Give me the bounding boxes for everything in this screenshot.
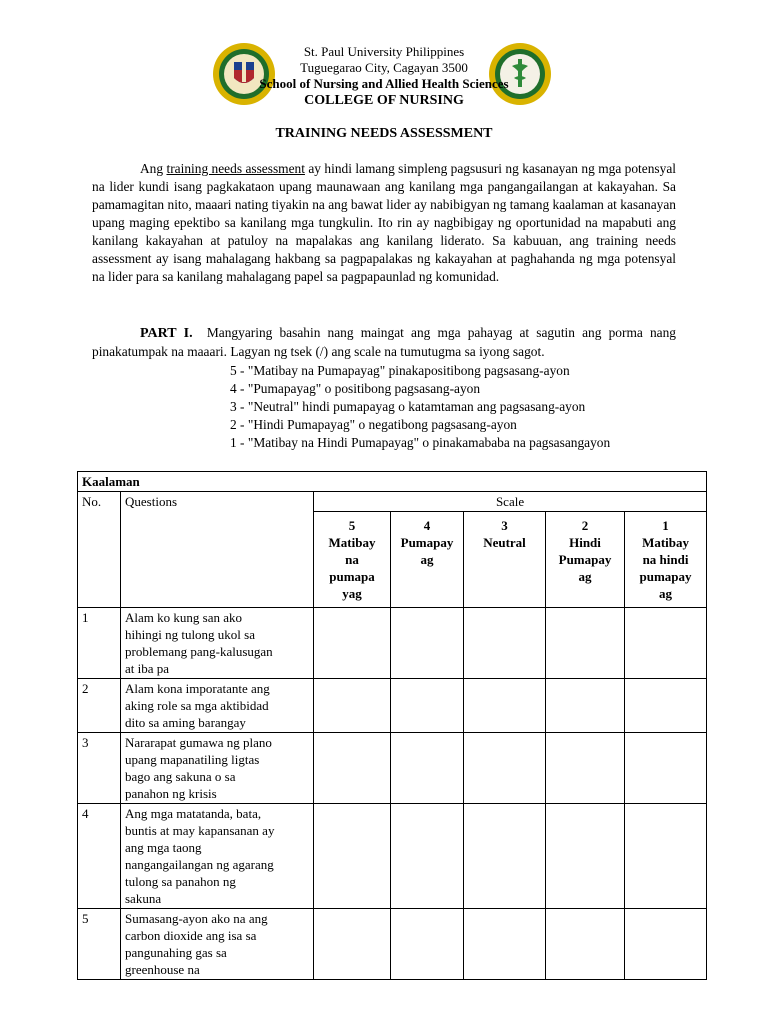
scale-label-line: Pumapay bbox=[558, 552, 612, 567]
question-line: dito sa aming barangay bbox=[125, 715, 246, 730]
scale-legend bbox=[230, 362, 610, 452]
table-row bbox=[78, 804, 707, 909]
school-name: School of Nursing and Allied Health Sciences bbox=[259, 76, 509, 91]
question-line: carbon dioxide ang isa sa bbox=[125, 928, 257, 943]
part-label: PART I. bbox=[140, 326, 193, 341]
university-name: St. Paul University Philippines bbox=[303, 44, 465, 59]
scale-value: 5 bbox=[348, 518, 356, 533]
scale-value: 1 bbox=[662, 518, 669, 533]
scale-label-line: Matibay bbox=[642, 535, 690, 550]
answer-cell-3[interactable] bbox=[464, 804, 546, 909]
intro-paragraph bbox=[92, 160, 676, 286]
scale-value: 4 bbox=[423, 518, 431, 533]
answer-cell-4[interactable] bbox=[391, 804, 464, 909]
answer-cell-3[interactable] bbox=[464, 733, 546, 804]
question-line: Alam kona imporatante ang bbox=[125, 681, 270, 696]
question-line: Alam ko kung san ako bbox=[125, 610, 242, 625]
answer-cell-4[interactable] bbox=[391, 909, 464, 980]
scale-column-5 bbox=[314, 512, 391, 608]
answer-cell-5[interactable] bbox=[314, 733, 391, 804]
column-header-scale: Scale bbox=[314, 492, 707, 512]
scale-label-line: Neutral bbox=[483, 535, 526, 550]
question-text bbox=[121, 679, 314, 733]
scale-label-line: pumapa bbox=[329, 569, 375, 584]
assessment-table bbox=[77, 471, 707, 980]
scale-label-line: pumapay bbox=[639, 569, 692, 584]
question-text bbox=[121, 804, 314, 909]
document-title: TRAINING NEEDS ASSESSMENT bbox=[275, 126, 493, 141]
university-address: Tuguegarao City, Cagayan 3500 bbox=[300, 60, 468, 75]
question-line: tulong sa panahon ng bbox=[125, 874, 236, 889]
table-row bbox=[78, 909, 707, 980]
answer-cell-3[interactable] bbox=[464, 909, 546, 980]
scale-column-2 bbox=[546, 512, 625, 608]
table-row bbox=[78, 608, 707, 679]
question-line: greenhouse na bbox=[125, 962, 200, 977]
column-header-no: No. bbox=[78, 492, 121, 608]
answer-cell-1[interactable] bbox=[625, 608, 707, 679]
question-line: sakuna bbox=[125, 891, 162, 906]
question-line: nangangailangan ng agarang bbox=[125, 857, 274, 872]
row-number: 4 bbox=[78, 804, 121, 909]
answer-cell-4[interactable] bbox=[391, 679, 464, 733]
question-line: at iba pa bbox=[125, 661, 170, 676]
answer-cell-5[interactable] bbox=[314, 804, 391, 909]
column-header-questions: Questions bbox=[121, 492, 314, 608]
part-instructions-text: Mangyaring basahin nang maingat ang mga pahayag at sagutin ang porma nang pinakatumpak na maaari. Lagyan ng tsek (/) ang scale na tumutugma sa iyong sagot. bbox=[92, 325, 676, 359]
question-line: Nararapat gumawa ng plano bbox=[125, 735, 272, 750]
answer-cell-5[interactable] bbox=[314, 679, 391, 733]
answer-cell-1[interactable] bbox=[625, 733, 707, 804]
scale-label-line: ag bbox=[420, 552, 434, 567]
answer-cell-2[interactable] bbox=[546, 733, 625, 804]
intro-rest: ay hindi lamang simpleng pagsusuri ng kasanayan ng mga potensyal na lider kundi isang pagkakataon upang maunawaan ang kanilang mga pangangailangan at kakayahan. Sa pamamagitan nito, maaari nating tiyakin na ang bawat lider ay nabibigyan ng tamang kaalaman at kasanayan upang maging epektibo sa kanilang mga tungkulin. Ito rin ay nagbibigay ng oportunidad na mapabuti ang kanilang kakayahan at patuloy na mapalakas ang kanilang liderato. Sa kabuuan, ang training needs assessment ay isang mahalagang hakbang sa pagpapalakas ng kakayahan at paghahanda ng mga potensyal na lider para sa kanilang mahalagang papel sa pagpapaunlad ng komunidad. bbox=[92, 161, 676, 284]
scale-column-1 bbox=[625, 512, 707, 608]
answer-cell-2[interactable] bbox=[546, 804, 625, 909]
row-number: 3 bbox=[78, 733, 121, 804]
scale-legend-item: 3 - "Neutral" hindi pumapayag o katamtaman ang pagsasang-ayon bbox=[230, 399, 586, 414]
answer-cell-4[interactable] bbox=[391, 608, 464, 679]
question-line: ang mga taong bbox=[125, 840, 202, 855]
question-text bbox=[121, 909, 314, 980]
scale-value: 2 bbox=[581, 518, 589, 533]
answer-cell-2[interactable] bbox=[546, 608, 625, 679]
answer-cell-1[interactable] bbox=[625, 679, 707, 733]
answer-cell-1[interactable] bbox=[625, 804, 707, 909]
question-line: hihingi ng tulong ukol sa bbox=[125, 627, 255, 642]
question-line: upang mapanatiling ligtas bbox=[125, 752, 260, 767]
answer-cell-5[interactable] bbox=[314, 608, 391, 679]
question-line: buntis at may kapansanan ay bbox=[125, 823, 275, 838]
answer-cell-3[interactable] bbox=[464, 679, 546, 733]
answer-cell-2[interactable] bbox=[546, 679, 625, 733]
question-line: pangunahing gas sa bbox=[125, 945, 227, 960]
answer-cell-2[interactable] bbox=[546, 909, 625, 980]
scale-label-line: Matibay bbox=[328, 535, 376, 550]
scale-label-line: ag bbox=[659, 586, 673, 601]
scale-legend-item: 1 - "Matibay na Hindi Pumapayag" o pinakamababa na pagsasangayon bbox=[230, 435, 611, 450]
answer-cell-5[interactable] bbox=[314, 909, 391, 980]
scale-legend-item: 4 - "Pumapayag" o positibong pagsasang-ayon bbox=[230, 381, 481, 396]
question-line: Ang mga matatanda, bata, bbox=[125, 806, 262, 821]
question-line: aking role sa mga aktibidad bbox=[125, 698, 269, 713]
row-number: 1 bbox=[78, 608, 121, 679]
question-line: Sumasang-ayon ako na ang bbox=[125, 911, 268, 926]
scale-label-line: Pumapay bbox=[400, 535, 454, 550]
scale-label-line: ag bbox=[578, 569, 592, 584]
answer-cell-3[interactable] bbox=[464, 608, 546, 679]
table-row bbox=[78, 679, 707, 733]
college-name: COLLEGE OF NURSING bbox=[304, 93, 464, 108]
answer-cell-1[interactable] bbox=[625, 909, 707, 980]
scale-label-line: Hindi bbox=[569, 535, 601, 550]
question-line: problemang pang-kalusugan bbox=[125, 644, 273, 659]
table-row bbox=[78, 733, 707, 804]
question-line: bago ang sakuna o sa bbox=[125, 769, 236, 784]
scale-label-line: yag bbox=[342, 586, 362, 601]
row-number: 2 bbox=[78, 679, 121, 733]
part-one-instructions bbox=[92, 324, 676, 361]
question-text bbox=[121, 608, 314, 679]
scale-column-3 bbox=[464, 512, 546, 608]
intro-term: training needs assessment bbox=[166, 161, 305, 176]
answer-cell-4[interactable] bbox=[391, 733, 464, 804]
question-line: panahon ng krisis bbox=[125, 786, 217, 801]
scale-label-line: na hindi bbox=[642, 552, 689, 567]
scale-label-line: na bbox=[345, 552, 359, 567]
scale-legend-item: 2 - "Hindi Pumapayag" o negatibong pagsasang-ayon bbox=[230, 417, 517, 432]
row-number: 5 bbox=[78, 909, 121, 980]
scale-column-4 bbox=[391, 512, 464, 608]
intro-lead: Ang bbox=[140, 161, 167, 176]
section-title: Kaalaman bbox=[78, 472, 707, 492]
scale-value: 3 bbox=[501, 518, 508, 533]
scale-legend-item: 5 - "Matibay na Pumapayag" pinakapositibong pagsasang-ayon bbox=[230, 363, 570, 378]
question-text bbox=[121, 733, 314, 804]
